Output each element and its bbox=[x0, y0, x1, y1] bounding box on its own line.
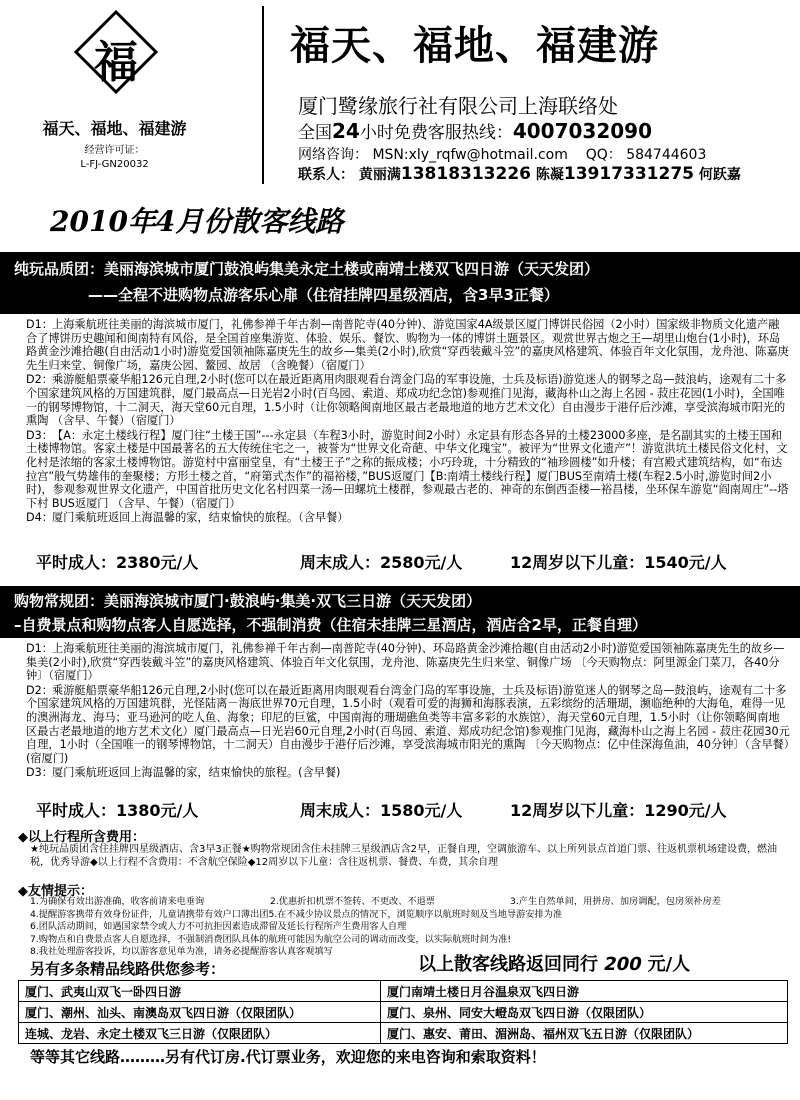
route-cell: 连城、龙岩、永定土楼双飞三日游（仅限团队） bbox=[19, 1023, 381, 1044]
table-row bbox=[19, 981, 788, 1002]
tour1-day: D1：上海乘航班往美丽的海滨城市厦门，礼佛参禅千年古刹—南普陀寺(40分钟)、游览国家4A级景区厦门博饼民俗园（2小时）国家级非物质文化遗产融合了博饼历史趣闻和闽南特有风俗，是全国首座集游览、体验、娱乐、餐饮、购物为一体的博饼土题景区。观赏世界古炮之王—胡里山炮台(1小时)，环岛路黄金沙滩拾趣(自由活动1小时)游览爱国领袖陈嘉庚先生的故乡—集美(2小时),欣赏“穿西装戴斗笠”的嘉庚风格建筑、体验百年文化氛围，龙舟池、陈嘉庚先生归来堂、铜像广场，嘉庚公园、鳌园、故居 （含晚餐）（宿厦门） bbox=[26, 318, 789, 372]
logo-brand-line: 福天、福地、福建游 bbox=[42, 119, 187, 138]
more-routes-heading: 另有多条精品线路供您参考： bbox=[30, 960, 226, 978]
contact-2-name: 陈凝 bbox=[535, 167, 564, 183]
online-label: 网络咨询： bbox=[298, 147, 368, 163]
hotline-prefix: 全国 bbox=[298, 123, 332, 143]
tip-item: 7.购物点和自费景点客人自愿选择，不强制消费团队具体的航班可能因为航空公司的调动而改变，以实际航班时间为准! bbox=[30, 933, 512, 945]
tip-item: 1.为确保有效出游准确，收客前请来电垂询 bbox=[30, 896, 205, 907]
tour1-banner bbox=[0, 252, 800, 314]
hotline-number[interactable]: 4007032090 bbox=[512, 119, 653, 143]
contact-3-name: 何跃嘉 bbox=[698, 167, 741, 183]
tour1-day: D2：乘游艇船票豪华船126元自理,2小时(您可以在最近距离用肉眼观看台湾金门岛的军事设施，士兵及标语)游览迷人的钢琴之岛—鼓浪屿，途观有二十多个国家建筑风格的万国建筑群，厦门最高点—日光岩2小时(百鸟园、索道、郑成功纪念馆)参观推门见海，藏海朴山之海上名园 - 菽庄花园(1小时)，全国唯一的钢琴博物馆，十二洞天，海天堂60元自理，1.5小时（让你领略闽南地区最古老最地道的地方艺术文化）自由漫步于港仔后沙滩，享受滨海城市阳光的熏陶 （含早、午餐）（宿厦门） bbox=[26, 373, 787, 428]
tip-item: 3.产生自然单间，用拼房、加房调配，包房须补房差 bbox=[510, 896, 721, 907]
tour1-day: D4：厦门乘航班返回上海温馨的家，结束愉快的旅程。（含早餐） bbox=[26, 511, 349, 525]
hotline bbox=[298, 118, 652, 143]
company-name: 厦门鹭缘旅行社有限公司上海联络处 bbox=[298, 94, 618, 118]
tip-item: 2.优惠折扣机票不签转、不更改、不退票 bbox=[270, 896, 435, 907]
route-cell: 厦门、泉州、同安大嶝岛双飞四日游（仅限团队） bbox=[380, 1002, 787, 1023]
tour1-subtitle: ——全程不进购物点游客乐心扉（住宿挂牌四星级酒店，含3早3正餐） bbox=[88, 286, 559, 304]
table-row bbox=[19, 1002, 788, 1023]
tip-item: 4.提醒游客携带有效身份证件，儿童请携带有效户口薄出团5.在不减少协议景点的情况下，浏览顺序以航班时刻及当地导游安排为准 bbox=[30, 908, 563, 920]
month-title: 2010年4月份散客线路 bbox=[50, 205, 344, 238]
license-label: 经营许可证： bbox=[84, 145, 145, 156]
online-contact bbox=[298, 144, 706, 164]
tour1-title: 纯玩品质团：美丽海滨城市厦门鼓浪屿集美永定土楼或南靖土楼双飞四日游（天天发团） bbox=[14, 260, 600, 278]
contact-label: 联系人： bbox=[298, 167, 354, 183]
logo-glyph: 福 bbox=[94, 37, 138, 88]
route-cell: 厦门、潮州、汕头、南澳岛双飞四日游（仅限团队） bbox=[19, 1002, 381, 1023]
tour2-price-weekend: 周末成人：1580元/人 bbox=[300, 801, 463, 820]
license-number: L-FJ-GN20032 bbox=[80, 159, 149, 170]
tour1-day: D3：【A：永定土楼线行程】厦门往“土楼王国”---永定县（车程3小时，游览时间2小时）永定县有形态各异的土楼23000多座，是名副其实的土楼王国和土楼博物馆。客家土楼是中国最著名的五大传统住宅之一，被誉为“世界文化奇葩、中华文化瑰宝”。被评为“世界文化遗产”！游览洪坑土楼民俗文化村，文化村是浓缩的客家土楼博物馆。游览村中富丽堂皇，有“土楼王子”之称的振成楼；小巧玲珑，十分精致的“袖珍圆楼”如升楼；有宫殿式建筑结构，如“布达拉宫”般气势雄伟的奎聚楼；方形土楼之首，“府第式杰作”的福裕楼，”BUS返厦门【B:南靖土楼线行程】厦门BUS至南靖土楼(车程2.5小时,游览时间2小时)，参观参观世界文化遗产，中国首批历史文化名村四菜一汤—田螺坑土楼群，参观最古老的、神奇的东倒西歪楼—裕昌楼，坐环保车游览“阎南周庄”--塔下村 BUS返厦门 （含早、午餐）（宿厦门） bbox=[26, 428, 789, 510]
contact-1-phone[interactable]: 13818313226 bbox=[400, 164, 531, 184]
tour2-day: D1：上海乘航班往美丽的海滨城市厦门，礼佛参禅千年古刹—南普陀寺(40分钟)、环岛路黄金沙滩拾趣(自由活动2小时)游览爱国领袖陈嘉庚先生的故乡—集美(2小时),欣赏“穿西装戴斗笠”的嘉庚风格建筑、体验百年文化氛围，龙舟池、陈嘉庚先生归来堂、铜像广场 〔今天购物点：阿里源金门菜刀，各40分钟〕（宿厦门） bbox=[26, 642, 785, 683]
header-divider bbox=[262, 6, 264, 184]
tour2-price-weekday: 平时成人：1380元/人 bbox=[36, 801, 199, 820]
return-offer bbox=[418, 950, 690, 976]
route-cell: 厦门南靖土楼日月谷温泉双飞四日游 bbox=[380, 981, 787, 1002]
hotline-label: 小时免费客服热线： bbox=[359, 123, 513, 143]
return-offer-text: 以上散客线路返回同行 bbox=[418, 954, 598, 975]
footer-text: 等等其它线路………另有代订房.代订票业务，欢迎您的来电咨询和索取资料！ bbox=[30, 1048, 546, 1066]
tour1-price-weekday: 平时成人：2380元/人 bbox=[36, 553, 199, 572]
tour2-price-child: 12周岁以下儿童：1290元/人 bbox=[510, 801, 727, 820]
tip-item: 8.我社处理游客投诉，均以游客意见单为准，请务必提醒游客认真客观填写 bbox=[30, 946, 333, 958]
tour2-day: D2：乘游艇船票豪华船126元自理,2小时(您可以在最近距离用肉眼观看台湾金门岛的军事设施，士兵及标语)游览迷人的钢琴之岛—鼓浪屿，途观有二十多个国家建筑风格的万国建筑群，光怪陆离－海底世界70元自理，1.5小时（观看可爱的海狮和海豚表演，五彩缤纷的活珊瑚，濒临绝种的大海龟，难得一见的澳洲海龙、海马；亚马逊河的吃人鱼、海象；印尼的巨鲨，中国南海的珊瑚礁鱼类等丰富多彩的水族馆），海天堂60元自理，1.5小时（让你领略闽南地区最古老最地道的地方艺术文化）厦门最高点—日光岩60元自理,2小时(百鸟园、索道、郑成功纪念馆)参观推门见海，藏海朴山之海上名园 - 菽庄花园30元自理，1小时（全国唯一的钢琴博物馆，十二洞天）自由漫步于港仔后沙滩，享受滨海城市阳光的熏陶 〔今天购物点：亿中佳深海鱼油，40分钟〕（含早餐）(宿厦门) bbox=[26, 683, 790, 765]
tour2-subtitle: –自费景点和购物点客人自愿选择，不强制消费（住宿未挂牌三星酒店，酒店含2早，正餐自理） bbox=[14, 616, 647, 634]
return-offer-amount: 200 bbox=[601, 954, 644, 975]
qq-label: QQ： bbox=[585, 147, 622, 163]
qq-number[interactable]: 584744603 bbox=[626, 147, 707, 163]
fees-heading: ◆以上行程所含费用： bbox=[18, 830, 145, 845]
contacts bbox=[298, 164, 741, 184]
tour2-day: D3：厦门乘航班返回上海温馨的家，结束愉快的旅程。(含早餐) bbox=[26, 766, 341, 780]
page-title: 福天、福地、福建游 bbox=[290, 23, 659, 69]
tour2-itinerary bbox=[26, 642, 790, 781]
contact-1-name: 黄丽满 bbox=[358, 167, 401, 183]
hotline-hours: 24 bbox=[332, 119, 360, 143]
table-row bbox=[19, 1023, 788, 1044]
logo bbox=[12, 10, 217, 178]
tour1-price-child: 12周岁以下儿童：1540元/人 bbox=[510, 553, 727, 572]
route-cell: 厦门、武夷山双飞一卧四日游 bbox=[19, 981, 381, 1002]
tour1-itinerary bbox=[26, 318, 790, 526]
tip-item: 6.团队活动期间，如遇国家禁令或人力不可抗拒因素造成滞留及延长行程所产生费用客人自理 bbox=[30, 921, 407, 933]
routes-table bbox=[18, 980, 788, 1044]
route-cell: 厦门、惠安、莆田、湄洲岛、福州双飞五日游（仅限团队） bbox=[380, 1023, 787, 1044]
tips-heading: ◆友情提示： bbox=[18, 884, 93, 899]
msn-address[interactable]: MSN:xly_rqfw@hotmail.com bbox=[372, 147, 568, 163]
license bbox=[12, 144, 217, 172]
fees-body: ★纯玩品质团含住挂牌四星级酒店、含3早3正餐★购物常规团含住未挂牌三星级酒店含2早，正餐自理，空调旅游车、以上所列景点首道门票、往返机票机场建设费，燃油税，优秀导游◆以上行程不含费用：不含航空保险◆12周岁以下儿童：含往返机票、餐费、车费，其余自理 bbox=[30, 844, 778, 868]
contact-2-phone[interactable]: 13917331275 bbox=[563, 164, 694, 184]
return-offer-unit: 元/人 bbox=[647, 954, 691, 975]
tour1-price-weekend: 周末成人：2580元/人 bbox=[300, 553, 463, 572]
tour2-banner bbox=[0, 586, 800, 638]
tour2-title: 购物常规团：美丽海滨城市厦门·鼓浪屿·集美·双飞三日游（天天发团） bbox=[14, 592, 482, 610]
